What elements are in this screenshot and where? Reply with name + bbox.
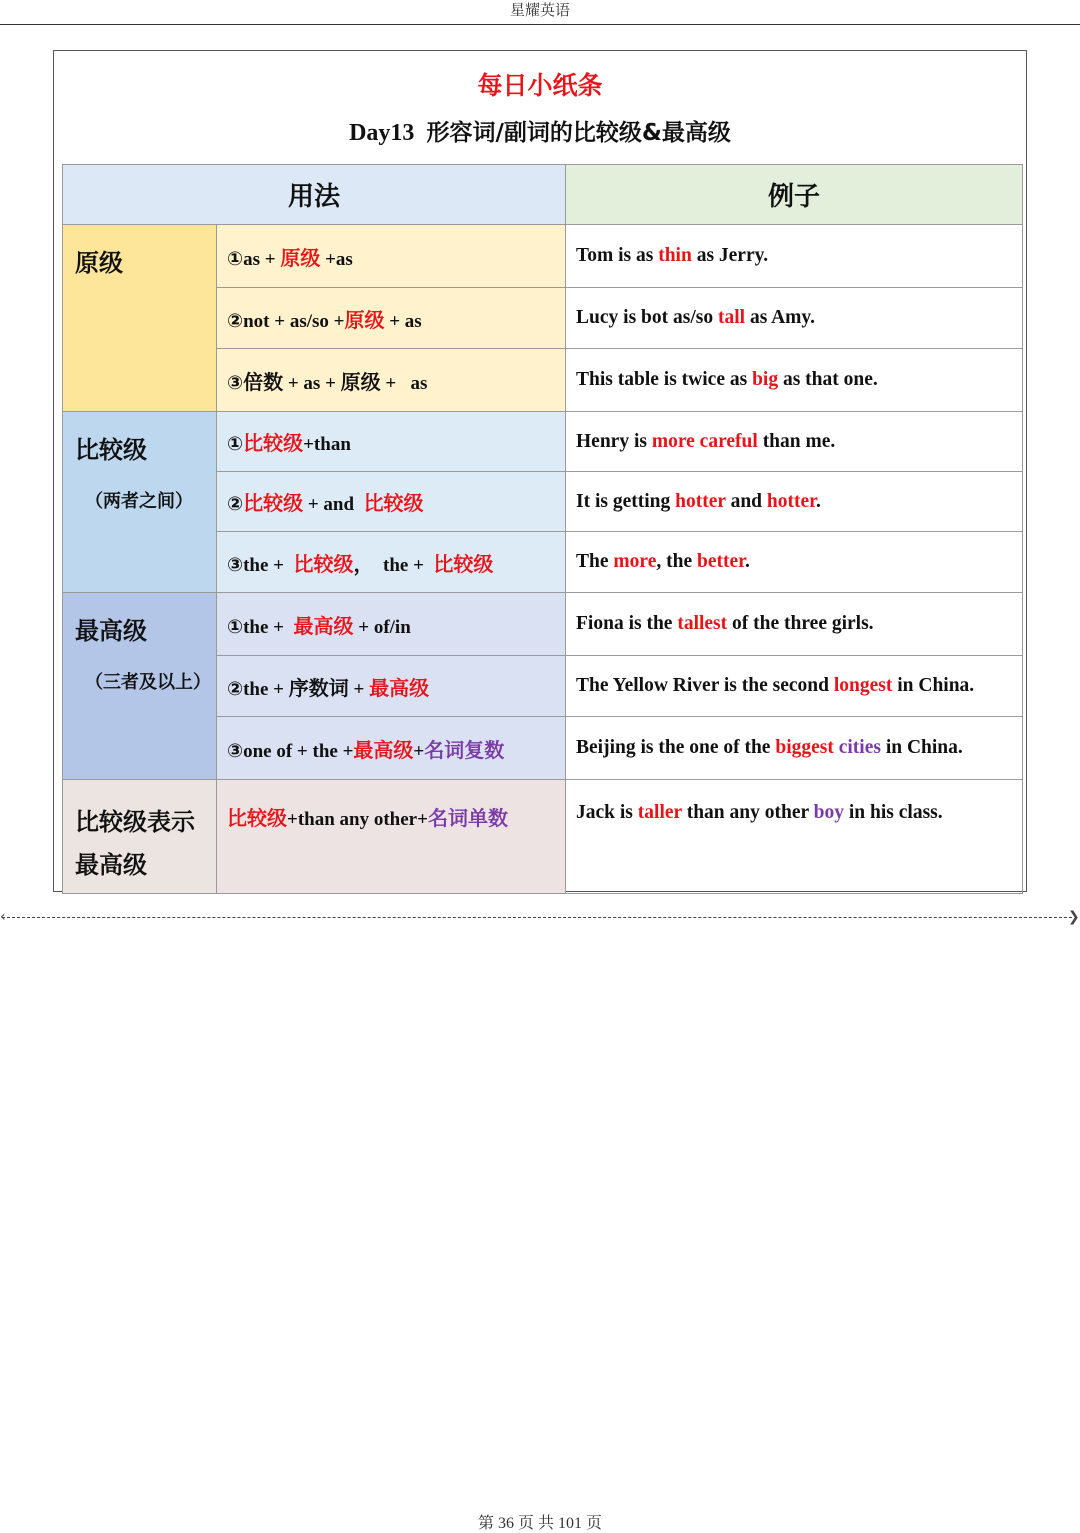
section-note: （两者之间）	[85, 491, 193, 512]
section-name-line2: 最高级	[75, 851, 147, 879]
usage-cell: ②the + 序数词 + 最高级	[217, 656, 566, 717]
example-cell: Beijing is the one of the biggest cities in China.	[566, 717, 1023, 780]
header-usage: 用法	[63, 165, 566, 225]
example-cell: Jack is taller than any other boy in his class.	[566, 780, 1023, 894]
cut-line	[2, 917, 1072, 918]
usage-cell: ①the + 最高级 + of/in	[217, 593, 566, 656]
example-cell: Lucy is bot as/so tall as Amy.	[566, 288, 1023, 349]
example-cell: This table is twice as big as that one.	[566, 349, 1023, 412]
usage-cell: ③one of + the +最高级+名词复数	[217, 717, 566, 780]
section-name: 比较级	[75, 436, 147, 464]
card-subtitle	[0, 114, 1080, 147]
cut-line-right-arrow-icon: ❯	[1068, 909, 1080, 925]
subtitle-day: Day13	[349, 120, 415, 146]
usage-cell: 比较级+than any other+名词单数	[217, 780, 566, 894]
section-name-line1: 比较级表示	[75, 808, 195, 836]
section-name: 原级	[75, 249, 123, 277]
example-cell: It is getting hotter and hotter.	[566, 472, 1023, 532]
usage-cell: ③倍数 + as + 原级 + as	[217, 349, 566, 412]
grammar-table	[62, 164, 1023, 894]
example-cell: Tom is as thin as Jerry.	[566, 225, 1023, 288]
usage-cell: ②not + as/so +原级 + as	[217, 288, 566, 349]
page-header: 星耀英语	[0, 0, 1080, 25]
cut-line-left-arrow-icon: ‹	[0, 909, 6, 925]
usage-cell: ③the + 比较级， the + 比较级	[217, 532, 566, 593]
header-example: 例子	[566, 165, 1023, 225]
section-positive	[63, 225, 217, 412]
example-cell: Fiona is the tallest of the three girls.	[566, 593, 1023, 656]
usage-cell: ②比较级 + and 比较级	[217, 472, 566, 532]
section-name: 最高级	[75, 617, 147, 645]
card-title: 每日小纸条	[477, 71, 603, 100]
section-comparative	[63, 412, 217, 593]
section-comparative-as-superlative	[63, 780, 217, 894]
section-note: （三者及以上）	[85, 672, 211, 693]
usage-cell: ①比较级+than	[217, 412, 566, 472]
usage-cell: ①as + 原级 +as	[217, 225, 566, 288]
page-footer: 第 36 页 共 101 页	[477, 1515, 602, 1532]
example-cell: The Yellow River is the second longest in China.	[566, 656, 1023, 717]
example-cell: Henry is more careful than me.	[566, 412, 1023, 472]
section-superlative	[63, 593, 217, 780]
subtitle-topic: 形容词/副词的比较级&最高级	[426, 120, 731, 146]
example-cell: The more, the better.	[566, 532, 1023, 593]
